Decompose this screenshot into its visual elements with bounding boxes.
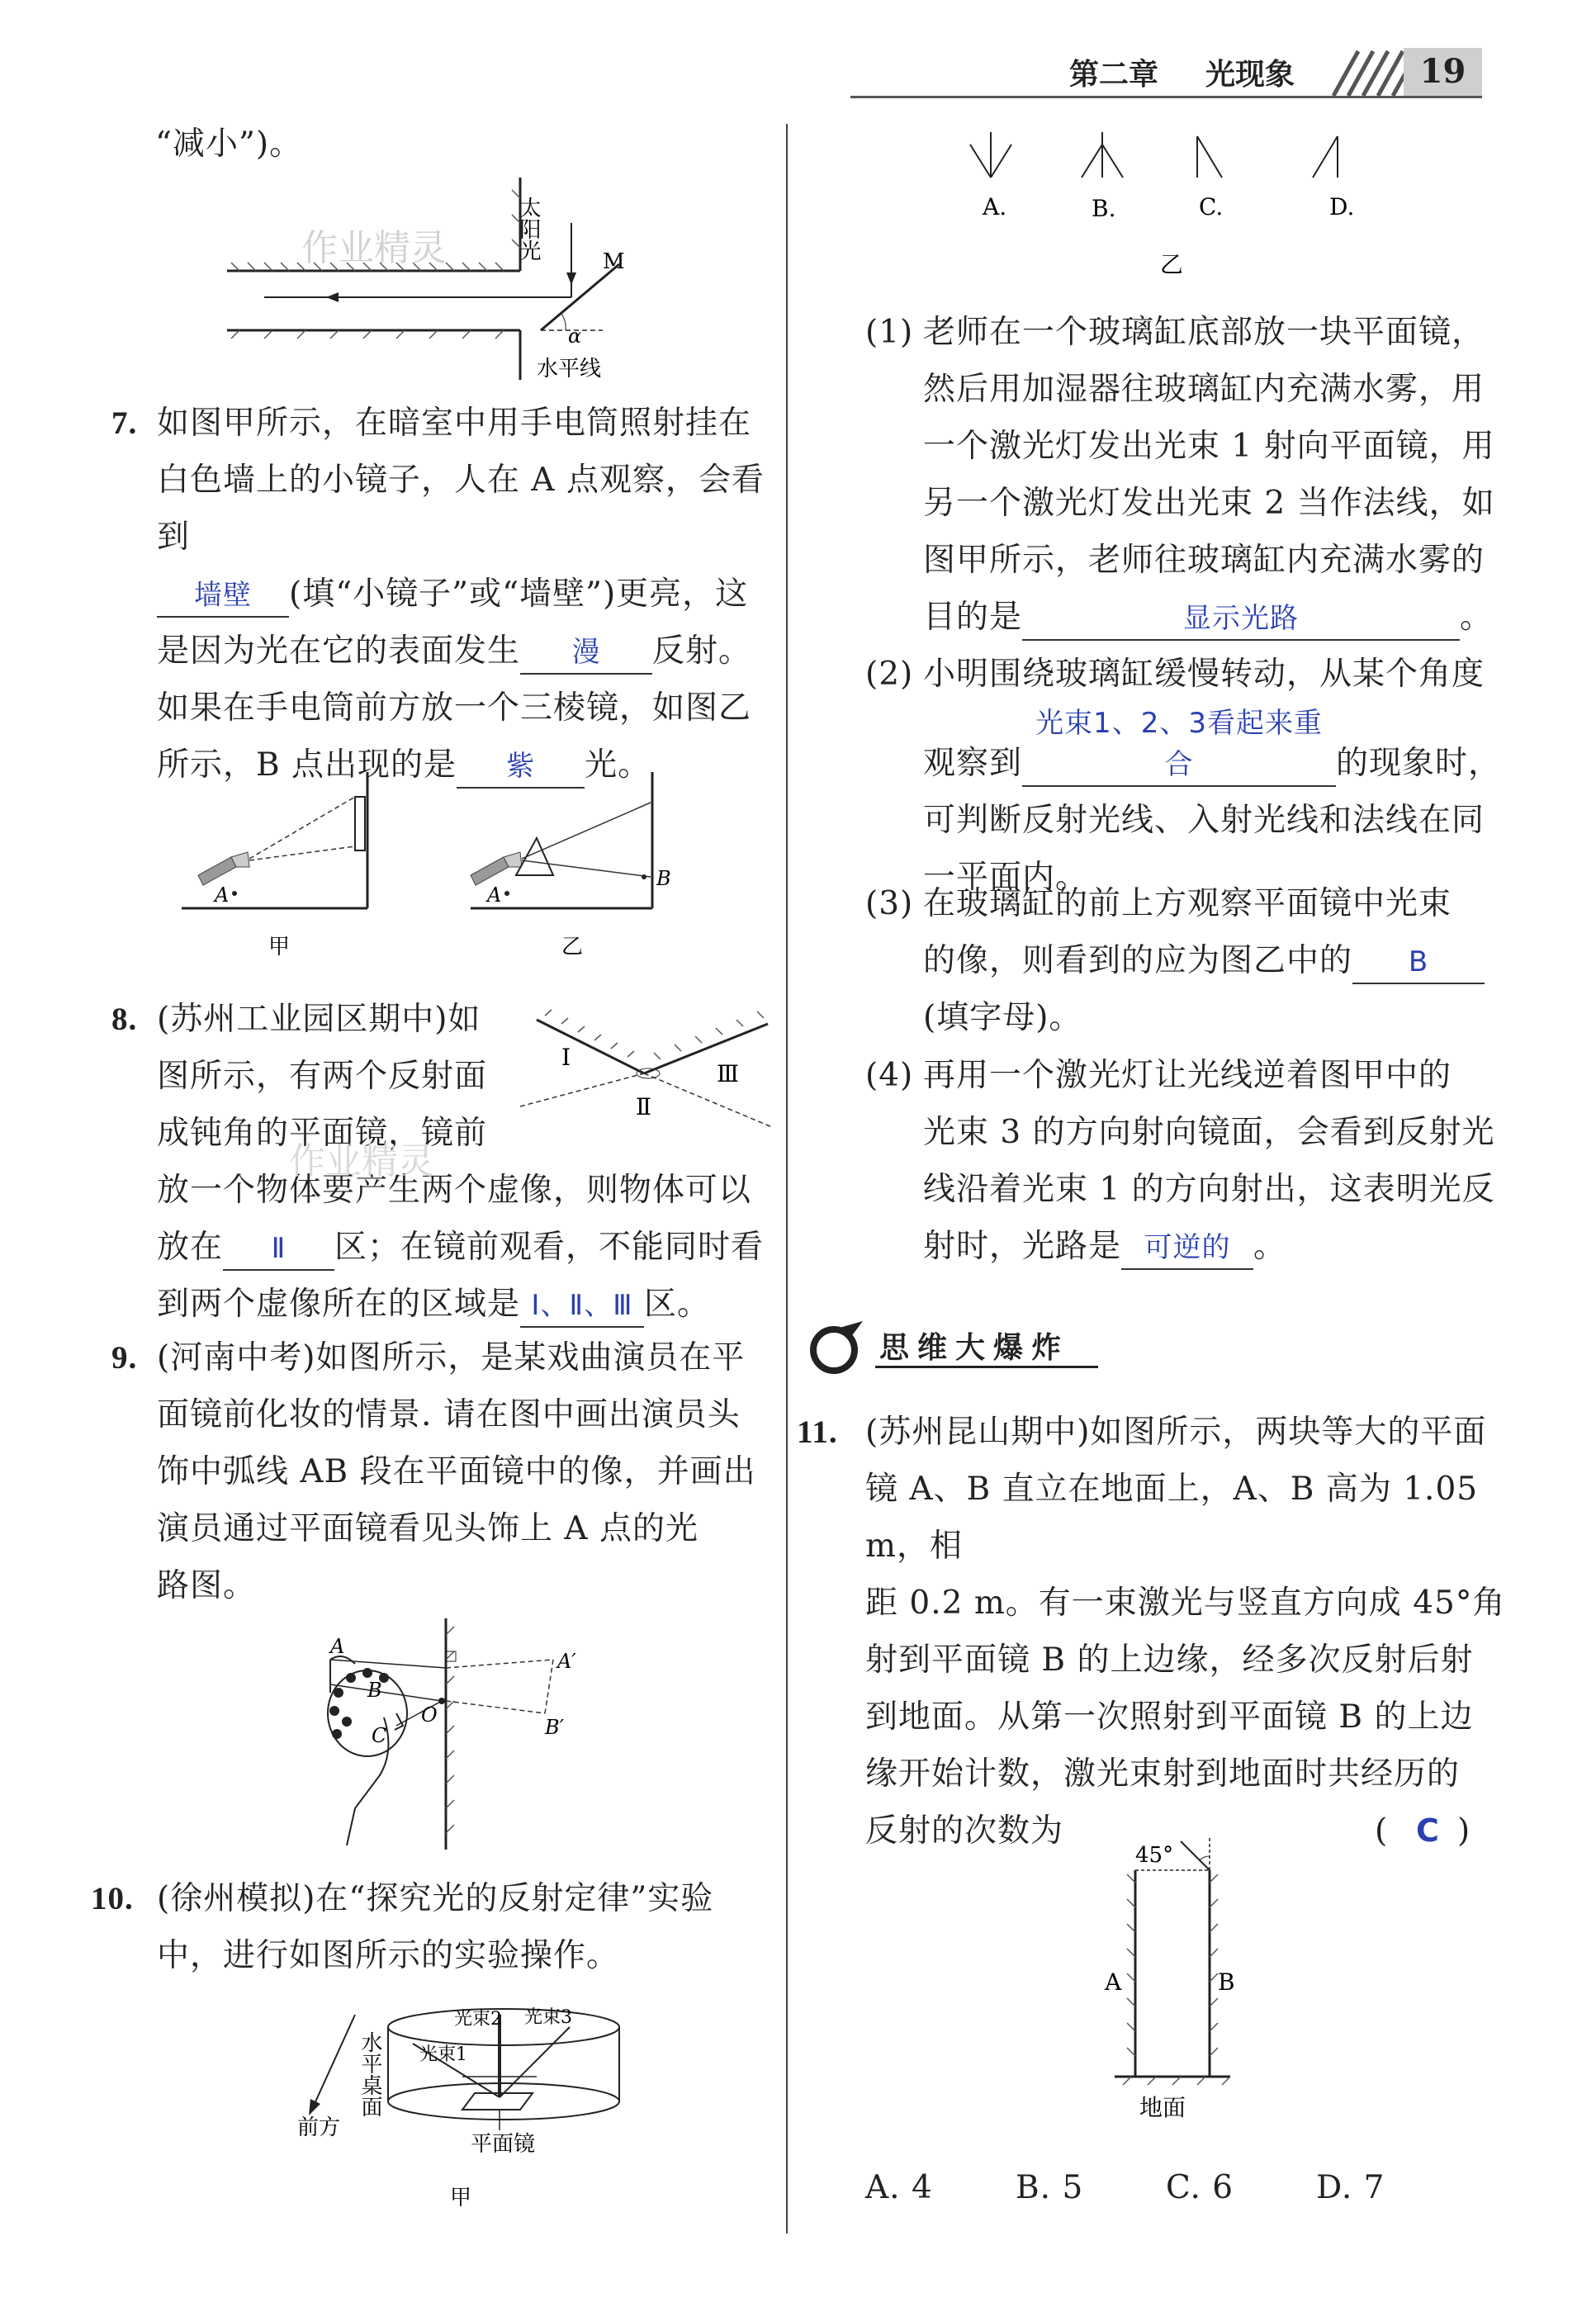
q10-line1: (徐州模拟)在“探究光的反射定律”实验: [157, 1880, 714, 1917]
q8-watermark: 作业精灵: [289, 1140, 434, 1182]
q11-choice-b: B. 5: [1016, 2169, 1084, 2206]
q8-number: 8.: [111, 1002, 138, 1037]
region-1-label: Ⅰ: [561, 1044, 571, 1071]
q9-line5: 路图。: [157, 1567, 257, 1604]
q11-mirror-a-label: A: [1105, 1968, 1122, 1996]
p1-line3: 一个激光灯发出光束 1 射向平面镜，用: [923, 428, 1495, 465]
p1-line1: 老师在一个玻璃缸底部放一块平面镜，: [923, 314, 1485, 351]
q8-answer-1: Ⅱ: [223, 1228, 334, 1271]
q7-line6-pre: 所示，B 点出现的是: [157, 746, 457, 784]
region-2-label: Ⅱ: [636, 1093, 652, 1120]
q8-line3: 成钝角的平面镜，镜前: [157, 1115, 488, 1152]
p1-line5: 图甲所示，老师往玻璃缸内充满水雾的: [923, 542, 1485, 579]
plane-mirror-label: 平面镜: [471, 2132, 536, 2157]
thinking-banner: [805, 1313, 1119, 1379]
beam1-label: 光束1: [419, 2044, 467, 2065]
q11-line1: (苏州昆山期中)如图所示，两块等大的平面: [865, 1414, 1487, 1451]
q11-line3: 距 0.2 m。有一束激光与竖直方向成 45°角: [865, 1585, 1506, 1622]
q8-answer-2: Ⅰ、Ⅱ、Ⅲ: [520, 1285, 644, 1328]
q9-o-label: O: [421, 1703, 438, 1727]
p2-line3: 可判断反射光线、入射光线和法线在同: [923, 802, 1485, 839]
p4-answer: 可逆的: [1121, 1227, 1253, 1270]
p3-line1: 在玻璃缸的前上方观察平面镜中光束: [923, 885, 1452, 922]
q9-line3: 饰中弧线 AB 段在平面镜中的像，并画出: [157, 1453, 756, 1490]
p1-line6-pre: 目的是: [923, 599, 1023, 636]
q9-a-label: A: [330, 1635, 345, 1658]
q10-number: 10.: [91, 1881, 134, 1916]
banner-label: 思维大爆炸: [879, 1330, 1070, 1365]
q11-figure: [1098, 1825, 1263, 2130]
q9-line2: 面镜前化妆的情景. 请在图中画出演员头: [157, 1396, 741, 1433]
q11-line5: 到地面。从第一次照射到平面镜 B 的上边: [865, 1698, 1474, 1736]
q11-line6: 缘开始计数，激光束射到地面时共经历的: [865, 1755, 1461, 1793]
continued-line: “减小”)。: [155, 126, 303, 163]
p2-answer: 光束1、2、3看起来重合: [1022, 703, 1336, 787]
q7-line4-pre: 是因为光在它的表面发生: [157, 632, 521, 670]
p4-line3: 线沿着光束 1 的方向射出，这表明光反: [923, 1171, 1495, 1208]
p4-line4-post: 。: [1253, 1228, 1287, 1265]
chapter-label: 第二章: [1069, 57, 1159, 92]
yi-option-b: B.: [1092, 195, 1116, 222]
yi-option-d: D.: [1329, 193, 1355, 220]
fig7b-a-label: A: [487, 883, 502, 907]
q10-part2: [865, 646, 1542, 906]
p1-line6-post: 。: [1460, 599, 1494, 636]
front-label: 前方: [297, 2115, 341, 2140]
yi-option-a: A.: [983, 193, 1007, 220]
fig7-caption-jia: 甲: [268, 935, 291, 958]
q10-figure-jia: [297, 1998, 644, 2246]
q9-b-prime-label: B′: [545, 1716, 565, 1739]
p3-line3: (填字母)。: [923, 999, 1082, 1036]
q10-part3: [865, 875, 1542, 1046]
q11-choices: [865, 2159, 1526, 2216]
q7-number: 7.: [111, 405, 138, 441]
p2-line4: 一平面内。: [923, 859, 1089, 896]
question-7: [111, 395, 772, 793]
p2-line2-post: 的现象时，: [1336, 745, 1502, 782]
q11-line2: 镜 A、B 直立在地面上，A、B 高为 1.05 m，相: [865, 1471, 1479, 1565]
p4-line2: 光束 3 的方向射向镜面，会看到反射光: [923, 1114, 1495, 1151]
p4-line4-pre: 射时，光路是: [923, 1228, 1122, 1265]
q11-line7: 反射的次数为: [865, 1812, 1064, 1850]
horizontal-label: 水平线: [537, 357, 602, 381]
q11-choice-d: D. 7: [1316, 2169, 1385, 2206]
q11-line4: 射到平面镜 B 的上边缘，经多次反射后射: [865, 1641, 1474, 1679]
q7-answer-3: 紫: [457, 746, 585, 789]
q9-line4: 演员通过平面镜看见头饰上 A 点的光: [157, 1510, 699, 1547]
q11-paren-left: (: [1375, 1812, 1389, 1850]
p2-line2-pre: 观察到: [923, 745, 1023, 782]
p2-line1: 小明围绕玻璃缸缓慢转动，从某个角度: [923, 656, 1485, 693]
p1-line2: 然后用加湿器往玻璃缸内充满水雾，用: [923, 371, 1485, 408]
q7-line5: 如果在手电筒前方放一个三棱镜，如图乙: [157, 689, 752, 727]
fig7-caption-yi: 乙: [561, 935, 584, 958]
q11-number: 11.: [797, 1414, 838, 1450]
q11-ground-label: 地面: [1139, 2094, 1186, 2121]
page-number: 19: [1419, 52, 1466, 91]
q8-line5-pre: 放在: [157, 1229, 224, 1266]
q7-line2: 白色墙上的小镜子，人在 A 点观察，会看到: [157, 462, 765, 556]
watermark: 作业精灵: [301, 227, 447, 269]
fig7a-a-label: A: [215, 883, 230, 907]
p3-line2-pre: 的像，则看到的应为图乙中的: [923, 942, 1353, 979]
beam3-label: 光束3: [524, 2007, 572, 2028]
q7-line1: 如图甲所示，在暗室中用手电筒照射挂在: [157, 405, 752, 442]
p4-line1: 再用一个激光灯让光线逆着图甲中的: [923, 1057, 1452, 1094]
q7-line6-post: 光。: [585, 746, 651, 784]
q9-b-label: B: [367, 1679, 382, 1702]
q9-line1: (河南中考)如图所示，是某戏曲演员在平: [157, 1339, 746, 1376]
question-11: [797, 1404, 1540, 1859]
fig7b-b-label: B: [656, 867, 671, 890]
section-label: 光现象: [1205, 57, 1295, 92]
question-10: [91, 1870, 772, 1984]
q11-answer: C: [1416, 1812, 1440, 1849]
column-divider: [786, 124, 788, 2234]
p3-number: (3): [865, 885, 914, 922]
q7-answer-2: 漫: [520, 632, 652, 675]
q8-line4: 放一个物体要产生两个虚像，则物体可以: [157, 1172, 752, 1209]
yi-caption: 乙: [1160, 251, 1184, 278]
q8-line5-post: 区；在镜前观看，不能同时看: [334, 1229, 765, 1266]
periscope-figure: [215, 173, 661, 396]
fig10-caption-jia: 甲: [450, 2186, 472, 2210]
page-header: [850, 48, 1482, 99]
q11-choice-a: A. 4: [865, 2169, 933, 2206]
q10-line2: 中，进行如图所示的实验操作。: [157, 1937, 620, 1974]
p3-answer: B: [1352, 941, 1485, 984]
q10-part4: [865, 1047, 1542, 1275]
q8-line2: 图所示，有两个反射面: [157, 1058, 488, 1095]
swirl-icon: [805, 1313, 871, 1379]
question-9: [111, 1329, 772, 1614]
q7-line4-post: 反射。: [652, 632, 752, 670]
q9-number: 9.: [111, 1340, 138, 1376]
q10-part1: [865, 304, 1542, 646]
q10-figure-yi: [958, 124, 1412, 281]
p1-answer: 显示光路: [1022, 598, 1460, 641]
q9-c-label: C: [372, 1724, 387, 1747]
region-3-label: Ⅲ: [717, 1060, 740, 1087]
q11-angle-label: 45°: [1135, 1843, 1174, 1868]
q11-mirror-b-label: B: [1218, 1968, 1235, 1996]
mirror-m-label: M: [603, 249, 625, 274]
q7-line3-rest: (填“小镜子”或“墙壁”)更亮，这: [289, 576, 749, 613]
p2-number: (2): [865, 656, 914, 693]
q8-line1: (苏州工业园区期中)如: [157, 1001, 481, 1038]
q9-figure: [305, 1618, 619, 1850]
p4-number: (4): [865, 1057, 914, 1094]
q8-line6-pre: 到两个虚像所在的区域是: [157, 1286, 521, 1323]
q8-mirrors-figure: [520, 1003, 784, 1152]
q7-figures: [182, 760, 727, 958]
desk-label: 水平桌面: [358, 2031, 382, 2117]
q9-a-prime-label: A′: [557, 1650, 576, 1673]
q11-paren-right: ): [1457, 1812, 1471, 1850]
q7-answer-1: 墙壁: [157, 575, 289, 618]
p1-line4: 另一个激光灯发出光束 2 当作法线，如: [923, 485, 1495, 522]
sun-label: 太阳光: [516, 197, 541, 261]
beam2-label: 光束2: [454, 2009, 502, 2030]
yi-option-c: C.: [1199, 193, 1224, 220]
alpha-label: α: [568, 324, 582, 348]
q11-choice-c: C. 6: [1166, 2169, 1234, 2206]
page-number-box: [1404, 48, 1482, 96]
q8-line6-post: 区。: [644, 1286, 711, 1323]
p1-number: (1): [865, 314, 914, 351]
